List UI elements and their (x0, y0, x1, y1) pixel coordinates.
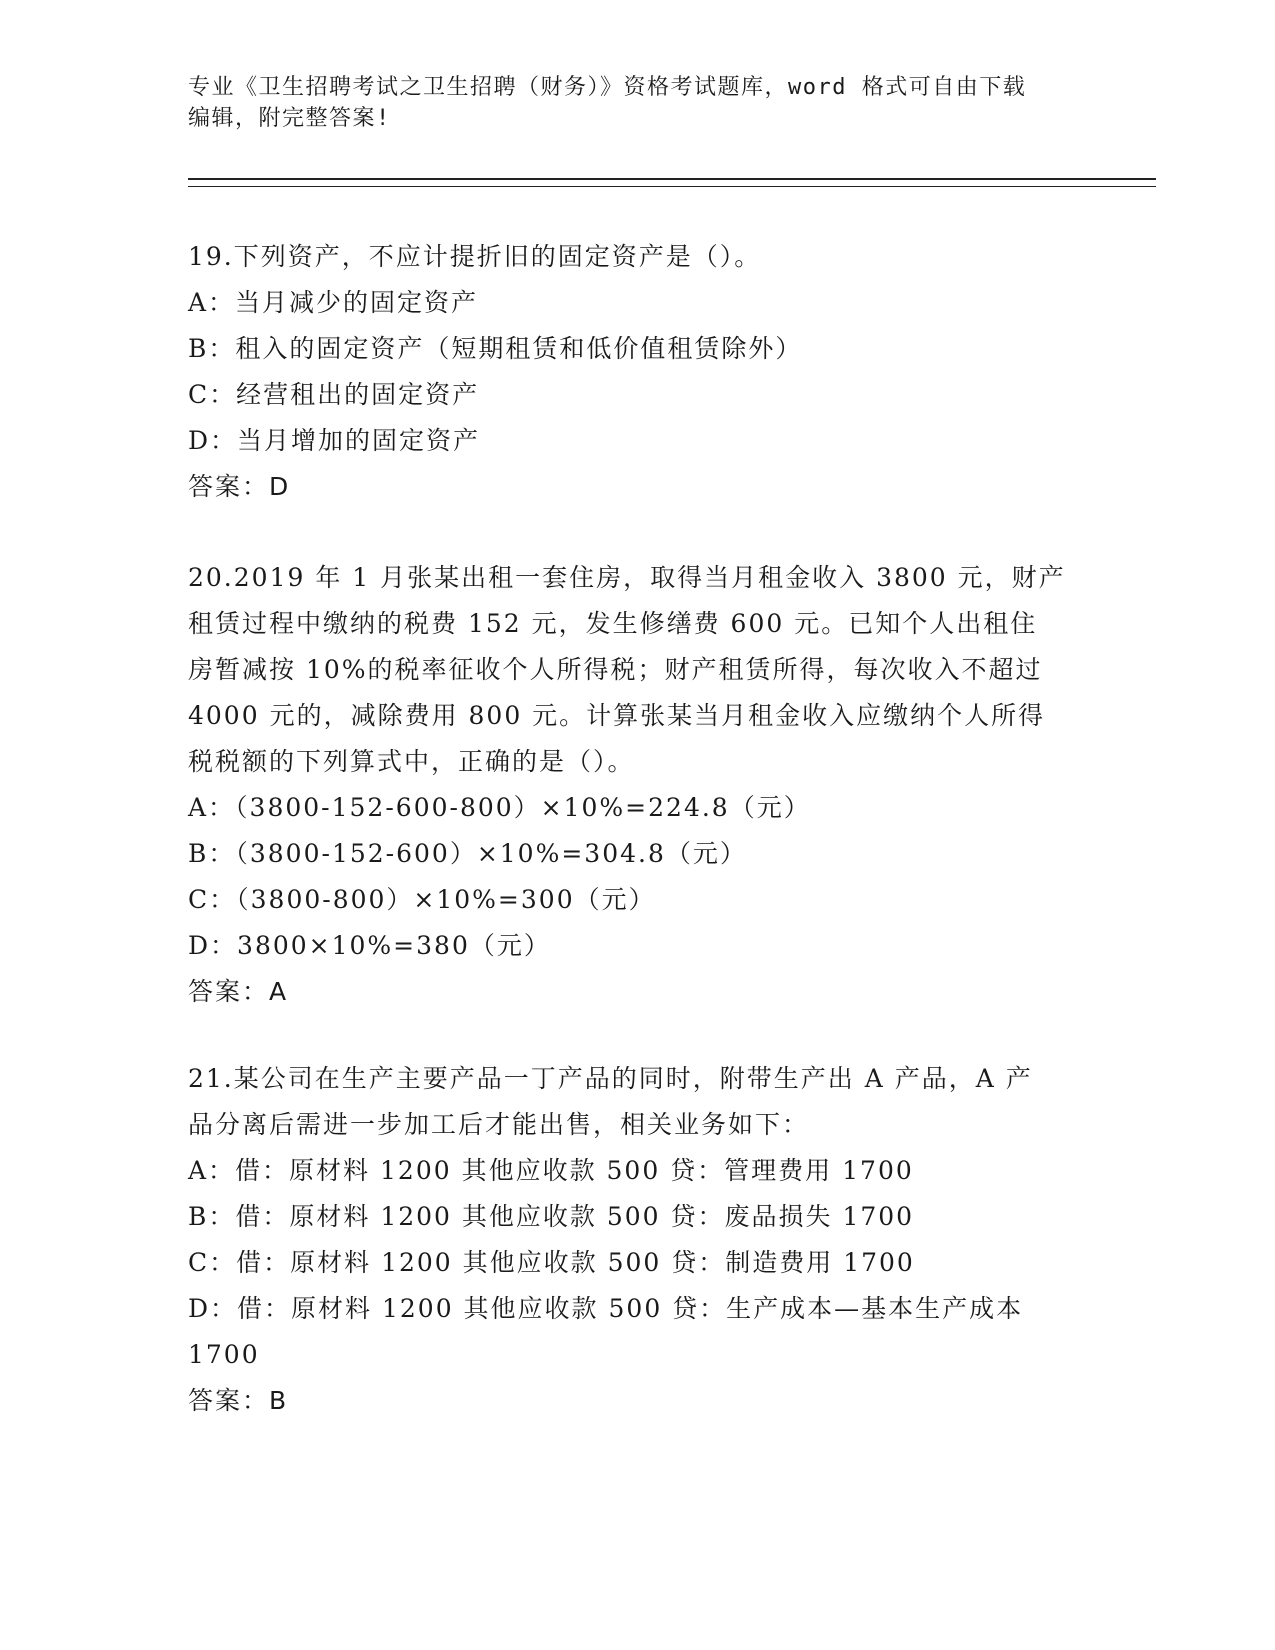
question-stem-line-2: 品分离后需进一步加工后才能出售，相关业务如下： (188, 1110, 810, 1139)
question-stem: 19.下列资产，不应计提折旧的固定资产是（）。 (188, 242, 762, 271)
option-d: D：借：原材料 1200 其他应收款 500 贷：生产成本—基本生产成本 (188, 1294, 1024, 1323)
question-stem-line-4: 4000 元的，减除费用 800 元。计算张某当月租金收入应缴纳个人所得 (188, 701, 1046, 730)
option-c: C：借：原材料 1200 其他应收款 500 贷：制造费用 1700 (188, 1248, 915, 1277)
option-d-continued: 1700 (188, 1340, 260, 1369)
document-header (188, 72, 1088, 134)
option-b: B：（3800-152-600）×10%=304.8（元） (188, 839, 747, 868)
option-a: A：借：原材料 1200 其他应收款 500 贷：管理费用 1700 (188, 1156, 914, 1185)
question-stem-line-3: 房暂减按 10%的税率征收个人所得税；财产租赁所得，每次收入不超过 (188, 655, 1043, 684)
header-line-1: 专业《卫生招聘考试之卫生招聘（财务）》资格考试题库，word 格式可自由下载 (188, 75, 1027, 100)
header-line-2: 编辑，附完整答案! (188, 106, 391, 131)
option-d: D：当月增加的固定资产 (188, 426, 481, 455)
question-stem-line-1: 20.2019 年 1 月张某出租一套住房，取得当月租金收入 3800 元，财产 (188, 563, 1066, 592)
question-stem-line-5: 税税额的下列算式中，正确的是（）。 (188, 747, 635, 776)
question-19 (188, 234, 1088, 510)
option-c: C：经营租出的固定资产 (188, 380, 480, 409)
header-divider (188, 178, 1156, 187)
option-a: A：（3800-152-600-800）×10%=224.8（元） (188, 793, 811, 822)
question-21 (188, 1056, 1088, 1424)
option-a: A：当月减少的固定资产 (188, 288, 479, 317)
option-c: C：（3800-800）×10%=300（元） (188, 885, 656, 914)
answer-label: 答案：D (188, 472, 291, 501)
answer-label: 答案：B (188, 1386, 289, 1415)
question-stem-line-2: 租赁过程中缴纳的税费 152 元，发生修缮费 600 元。已知个人出租住 (188, 609, 1038, 638)
option-b: B：租入的固定资产（短期租赁和低价值租赁除外） (188, 334, 803, 363)
answer-label: 答案：A (188, 977, 289, 1006)
question-stem-line-1: 21.某公司在生产主要产品一丁产品的同时，附带生产出 A 产品，A 产 (188, 1064, 1033, 1093)
option-d: D：3800×10%=380（元） (188, 931, 551, 960)
option-b: B：借：原材料 1200 其他应收款 500 贷：废品损失 1700 (188, 1202, 915, 1231)
question-20 (188, 555, 1088, 1015)
